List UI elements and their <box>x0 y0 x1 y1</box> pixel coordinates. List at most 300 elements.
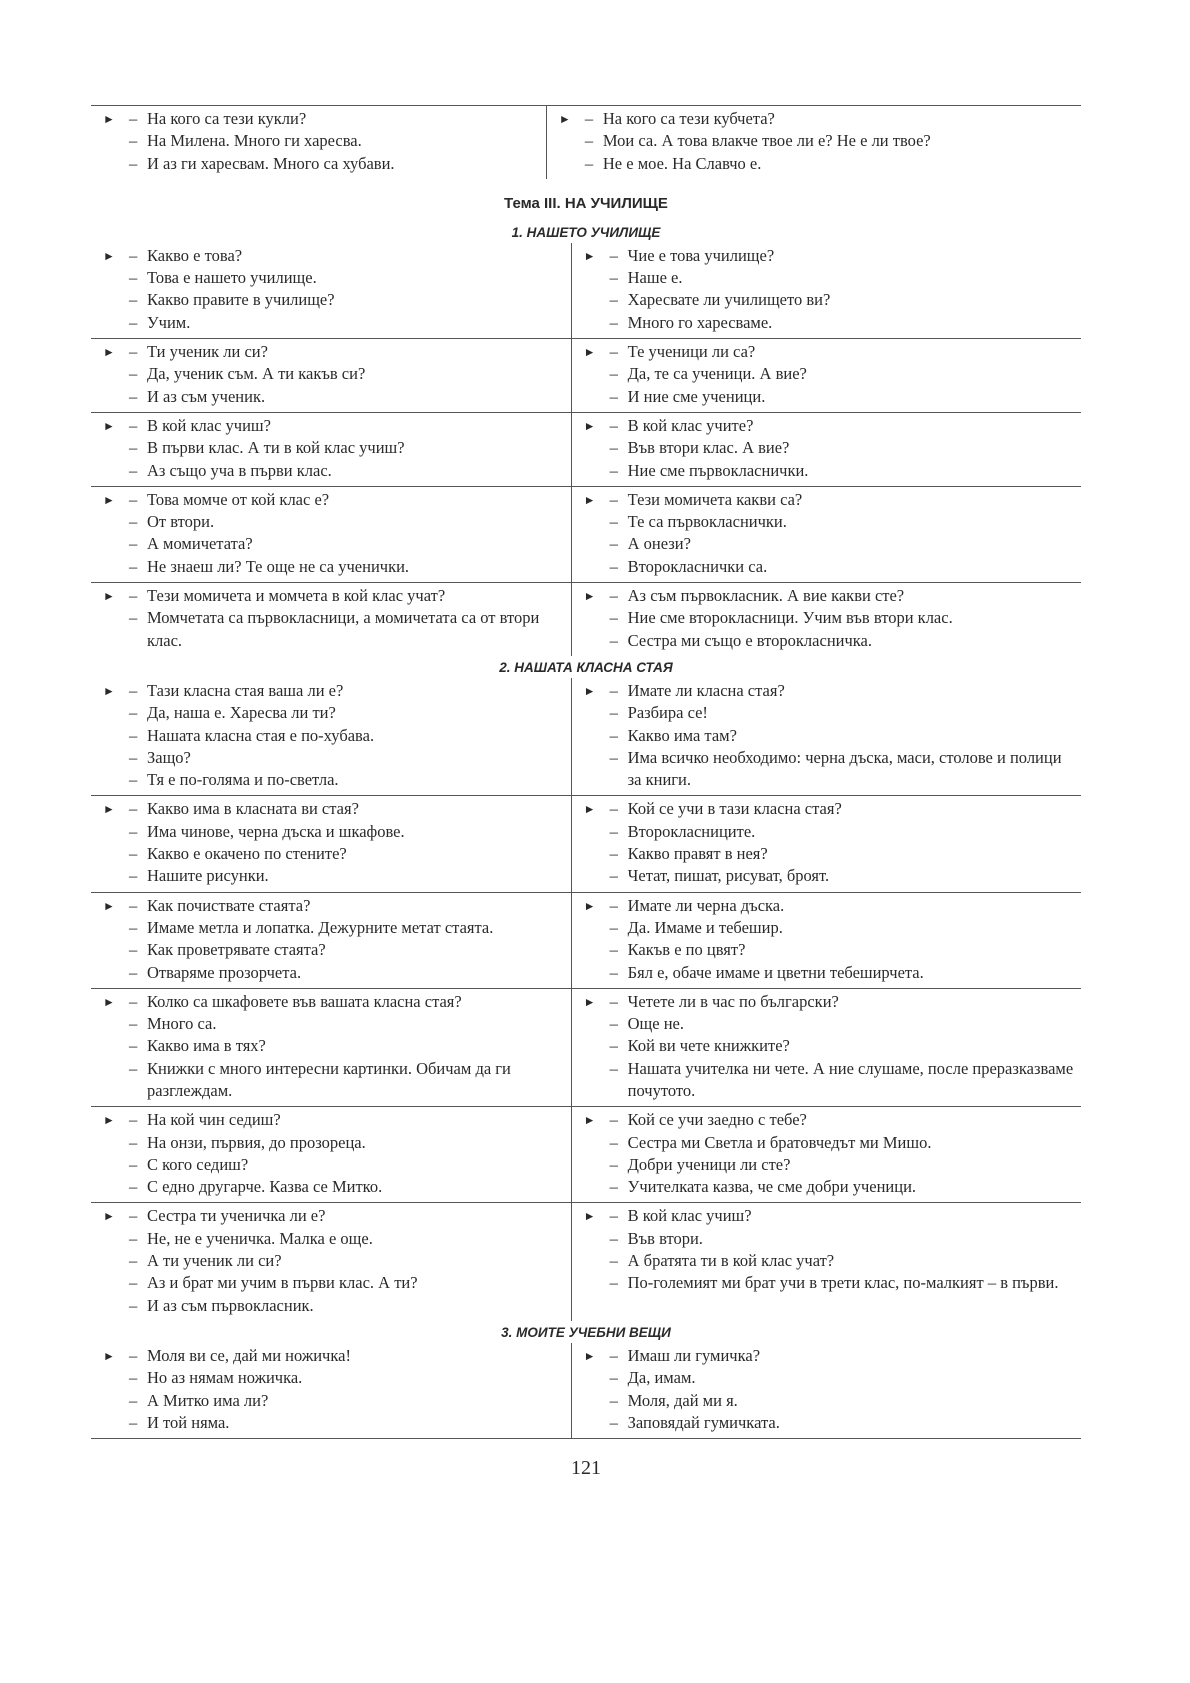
dialogue-text: Сестра ми Светла и братовчедът ми Мишо. <box>627 1132 932 1152</box>
dialogue-line <box>584 245 1077 267</box>
sections <box>91 225 1081 1439</box>
play-marker-icon: ► <box>583 418 596 433</box>
dialogue-text: Четат, пишат, рисуват, броят. <box>627 866 830 886</box>
dialogue-line <box>584 821 1077 843</box>
play-marker-icon: ► <box>103 345 115 360</box>
dash-mark: – <box>129 1132 138 1152</box>
dash-mark: – <box>129 680 138 700</box>
dash-mark: – <box>129 770 138 790</box>
dialogue-text: Не е мое. На Славчо е. <box>602 153 762 173</box>
dash-mark: – <box>609 1390 618 1410</box>
right-dialogue <box>571 988 1081 1106</box>
dialogue-text: И той няма. <box>147 1412 230 1432</box>
dialogue-row <box>91 106 1081 179</box>
dialogue-line <box>103 415 567 437</box>
dialogue-line <box>103 1154 567 1176</box>
dash-mark: – <box>609 245 618 265</box>
dash-mark: – <box>609 895 618 915</box>
dialogue-line <box>103 607 567 652</box>
dialogue-text: По-големият ми брат учи в трети клас, по-малкият – в първи. <box>627 1273 1059 1293</box>
left-dialogue <box>91 796 571 892</box>
dash-mark: – <box>129 703 138 723</box>
dialogue-text: Имате ли черна дъска. <box>627 895 785 915</box>
dash-mark: – <box>609 725 618 745</box>
dialogue-text: Второкласниците. <box>627 821 756 841</box>
dialogue-line <box>584 363 1077 385</box>
dialogue-line <box>584 1390 1077 1412</box>
dash-mark: – <box>609 1177 618 1197</box>
dialogue-text: На кого са тези кубчета? <box>602 109 775 128</box>
left-dialogue <box>91 243 571 339</box>
dash-mark: – <box>609 460 618 480</box>
dialogue-line <box>584 1013 1077 1035</box>
dash-mark: – <box>609 866 618 886</box>
left-dialogue <box>91 106 546 179</box>
dialogue-text: Тази класна стая ваша ли е? <box>147 680 344 700</box>
dialogue-line <box>103 1205 567 1227</box>
right-dialogue <box>571 892 1081 988</box>
right-dialogue <box>571 1343 1081 1439</box>
dialogue-line <box>103 511 567 533</box>
right-dialogue <box>571 339 1081 413</box>
dialogue-text: Момчетата са първокласници, а момичетата са от втори клас. <box>147 608 540 650</box>
dialogue-line <box>584 1109 1077 1131</box>
dialogue-line <box>584 1345 1077 1367</box>
play-marker-icon: ► <box>558 112 571 126</box>
dash-mark: – <box>129 438 138 458</box>
dash-mark: – <box>609 290 618 310</box>
dialogue-text: Кой се учи в тази класна стая? <box>627 799 842 819</box>
dialogue-text: Чие е това училище? <box>627 245 775 265</box>
dialogue-row <box>91 796 1081 892</box>
dialogue-text: Отваряме прозорчета. <box>147 962 302 982</box>
dialogue-text: Разбира се! <box>627 703 708 723</box>
play-marker-icon: ► <box>583 345 596 360</box>
dialogue-text: Тези момичета и момчета в кой клас учат? <box>147 586 446 606</box>
dialogue-text: Нашата учителка ни чете. А ние слушаме, после преразказваме почутото. <box>627 1058 1074 1100</box>
dash-mark: – <box>584 131 594 151</box>
left-dialogue <box>91 1203 571 1321</box>
dash-mark: – <box>129 1206 138 1226</box>
dialogue-line <box>584 607 1077 629</box>
dash-mark: – <box>609 821 618 841</box>
dialogue-line <box>103 917 567 939</box>
dialogue-text: Не, не е ученичка. Малка е още. <box>147 1228 373 1248</box>
dialogue-row <box>91 988 1081 1106</box>
dialogue-row <box>91 1107 1081 1203</box>
right-dialogue <box>571 678 1081 796</box>
dash-mark: – <box>129 290 138 310</box>
dash-mark: – <box>609 680 618 700</box>
dash-mark: – <box>129 245 138 265</box>
dash-mark: – <box>129 512 138 532</box>
dash-mark: – <box>129 962 138 982</box>
dialogue-line <box>584 415 1077 437</box>
dialogue-text: Какво е окачено по стените? <box>147 844 347 864</box>
dialogue-line <box>584 556 1077 578</box>
dialogue-line <box>584 489 1077 511</box>
dialogue-row <box>91 1203 1081 1321</box>
dash-mark: – <box>609 312 618 332</box>
dash-mark: – <box>609 630 618 650</box>
dialogue-text: Нашата класна стая е по-хубава. <box>147 725 375 745</box>
dialogue-line <box>584 1228 1077 1250</box>
dash-mark: – <box>609 1368 618 1388</box>
dialogue-text: Ти ученик ли си? <box>147 342 268 362</box>
dialogue-text: Какъв е по цвят? <box>627 940 746 960</box>
dialogue-text: Колко са шкафовете във вашата класна стая? <box>147 991 462 1011</box>
right-dialogue <box>571 583 1081 656</box>
dialogue-text: Нашите рисунки. <box>147 866 269 886</box>
dialogue-text: Какво е това? <box>147 245 243 265</box>
play-marker-icon: ► <box>103 802 115 817</box>
dialogue-text: А ти ученик ли си? <box>147 1251 282 1271</box>
dash-mark: – <box>129 725 138 745</box>
dialogue-line <box>103 1058 567 1103</box>
right-dialogue <box>571 796 1081 892</box>
play-marker-icon: ► <box>103 898 115 913</box>
dialogue-line <box>103 341 567 363</box>
dash-mark: – <box>609 1154 618 1174</box>
dialogue-line <box>559 130 1077 152</box>
dialogue-text: Ние сме първокласнички. <box>627 460 809 480</box>
intro-dialogue-table <box>91 106 1081 179</box>
dash-mark: – <box>129 1177 138 1197</box>
dialogue-line <box>584 962 1077 984</box>
dash-mark: – <box>609 1412 618 1432</box>
dash-mark: – <box>129 1345 138 1365</box>
dash-mark: – <box>129 153 138 173</box>
dash-mark: – <box>129 1368 138 1388</box>
left-dialogue <box>91 1107 571 1203</box>
dash-mark: – <box>609 1132 618 1152</box>
dialogue-text: А онези? <box>627 534 691 554</box>
dash-mark: – <box>609 844 618 864</box>
dash-mark: – <box>609 586 618 606</box>
dialogue-text: Как проветрявате стаята? <box>147 940 326 960</box>
dash-mark: – <box>129 895 138 915</box>
dash-mark: – <box>609 703 618 723</box>
dialogue-row <box>91 892 1081 988</box>
left-dialogue <box>91 583 571 656</box>
dialogue-text: Четете ли в час по български? <box>627 991 839 1011</box>
left-dialogue <box>91 892 571 988</box>
dialogue-text: Много са. <box>147 1014 217 1034</box>
dialogue-line <box>103 1367 567 1389</box>
dialogue-line <box>103 489 567 511</box>
dialogue-text: На кого са тези кукли? <box>147 109 307 128</box>
document-page <box>91 105 1081 1480</box>
dash-mark: – <box>609 386 618 406</box>
dash-mark: – <box>609 1058 618 1078</box>
dialogue-text: Бял е, обаче имаме и цветни тебеширчета. <box>627 962 924 982</box>
right-dialogue <box>571 1107 1081 1203</box>
dialogue-line <box>584 798 1077 820</box>
dash-mark: – <box>129 1295 138 1315</box>
dialogue-line <box>584 991 1077 1013</box>
play-marker-icon: ► <box>583 1209 596 1224</box>
dash-mark: – <box>609 940 618 960</box>
dialogue-text: Кой се учи заедно с тебе? <box>627 1110 807 1130</box>
play-marker-icon: ► <box>583 683 596 698</box>
section-dialogue-table <box>91 243 1081 656</box>
dialogue-text: И аз съм първокласник. <box>147 1295 314 1315</box>
dialogue-line <box>584 895 1077 917</box>
dialogue-text: Тя е по-голяма и по-светла. <box>147 770 339 790</box>
dialogue-line <box>584 585 1077 607</box>
dash-mark: – <box>609 1228 618 1248</box>
dialogue-line <box>103 680 567 702</box>
dash-mark: – <box>129 747 138 767</box>
dash-mark: – <box>609 512 618 532</box>
dialogue-line <box>584 386 1077 408</box>
dash-mark: – <box>129 844 138 864</box>
dialogue-text: Какво правят в нея? <box>627 844 768 864</box>
dialogue-text: В кой клас учиш? <box>147 415 271 435</box>
dash-mark: – <box>129 586 138 606</box>
dialogue-line <box>584 917 1077 939</box>
dialogue-text: Това е нашето училище. <box>147 268 317 288</box>
dialogue-text: Да, имам. <box>627 1368 696 1388</box>
dialogue-line <box>103 939 567 961</box>
dialogue-text: Има всичко необходимо: черна дъска, маси, столове и полици за книги. <box>627 747 1062 790</box>
dialogue-line <box>103 386 567 408</box>
dialogue-line <box>103 363 567 385</box>
dialogue-text: Сестра ти ученичка ли е? <box>147 1206 326 1226</box>
dash-mark: – <box>609 1345 618 1365</box>
dialogue-line <box>103 1345 567 1367</box>
dash-mark: – <box>129 1036 138 1056</box>
dialogue-line <box>584 725 1077 747</box>
dash-mark: – <box>129 460 138 480</box>
dialogue-text: Да, наша е. Харесва ли ти? <box>147 703 336 723</box>
dash-mark: – <box>609 556 618 576</box>
dialogue-line <box>103 1250 567 1272</box>
dialogue-line <box>103 1176 567 1198</box>
dialogue-line <box>103 1013 567 1035</box>
dash-mark: – <box>129 489 138 509</box>
dialogue-text: А Митко има ли? <box>147 1390 269 1410</box>
dialogue-line <box>559 153 1077 175</box>
dialogue-line <box>584 702 1077 724</box>
dialogue-text: Добри ученици ли сте? <box>627 1154 791 1174</box>
dialogue-text: Какво има там? <box>627 725 737 745</box>
dialogue-text: Как почиствате стаята? <box>147 895 311 915</box>
dialogue-text: И аз съм ученик. <box>147 386 266 406</box>
dialogue-text: От втори. <box>147 512 215 532</box>
dialogue-text: Харесвате ли училището ви? <box>627 290 831 310</box>
dialogue-line <box>103 312 567 334</box>
dialogue-line <box>103 865 567 887</box>
dialogue-line <box>103 108 542 130</box>
dialogue-text: Какво има в тях? <box>147 1036 266 1056</box>
dash-mark: – <box>609 1110 618 1130</box>
dialogue-text: С едно другарче. Казва се Митко. <box>147 1177 383 1197</box>
dash-mark: – <box>129 1251 138 1271</box>
dialogue-text: Ние сме второкласници. Учим във втори клас. <box>627 608 953 628</box>
dialogue-text: Книжки с много интересни картинки. Обичам да ги разглеждам. <box>147 1058 511 1100</box>
left-dialogue <box>91 486 571 582</box>
dialogue-text: Какво правите в училище? <box>147 290 335 310</box>
dialogue-line <box>584 1367 1077 1389</box>
dialogue-line <box>584 630 1077 652</box>
dialogue-line <box>584 437 1077 459</box>
left-dialogue <box>91 1343 571 1439</box>
dialogue-text: Тези момичета какви са? <box>627 489 803 509</box>
dash-mark: – <box>609 438 618 458</box>
right-dialogue <box>571 1203 1081 1321</box>
dialogue-line <box>584 680 1077 702</box>
dialogue-text: Имате ли класна стая? <box>627 680 785 700</box>
dash-mark: – <box>129 268 138 288</box>
dialogue-text: Имаш ли гумичка? <box>627 1345 761 1365</box>
dialogue-line <box>584 511 1077 533</box>
dash-mark: – <box>129 556 138 576</box>
dialogue-line <box>584 533 1077 555</box>
dash-mark: – <box>609 415 618 435</box>
dialogue-line <box>584 1035 1077 1057</box>
dialogue-line <box>584 1250 1077 1272</box>
dialogue-line <box>584 1205 1077 1227</box>
dash-mark: – <box>129 1273 138 1293</box>
dialogue-line <box>584 843 1077 865</box>
dialogue-text: Но аз нямам ножичка. <box>147 1368 303 1388</box>
dialogue-line <box>584 747 1077 792</box>
dialogue-text: Мои са. А това влакче твое ли е? Не е ли твое? <box>602 131 931 151</box>
play-marker-icon: ► <box>103 418 115 433</box>
dash-mark: – <box>609 1251 618 1271</box>
dash-mark: – <box>609 799 618 819</box>
dialogue-line <box>584 267 1077 289</box>
dash-mark: – <box>129 1412 138 1432</box>
dialogue-text: Във втори. <box>627 1228 703 1248</box>
dialogue-text: В кой клас учите? <box>627 415 754 435</box>
theme-title: Тема III. НА УЧИЛИЩЕ <box>504 194 668 212</box>
dialogue-line <box>103 1109 567 1131</box>
dialogue-line <box>103 747 567 769</box>
dialogue-text: В кой клас учиш? <box>627 1206 752 1226</box>
dash-mark: – <box>609 489 618 509</box>
dialogue-text: Защо? <box>147 747 191 767</box>
dash-mark: – <box>609 917 618 937</box>
dialogue-row <box>91 583 1081 656</box>
dash-mark: – <box>129 1228 138 1248</box>
dialogue-text: Имаме метла и лопатка. Дежурните метат стаята. <box>147 917 494 937</box>
dialogue-text: Не знаеш ли? Те още не са ученички. <box>147 556 410 576</box>
play-marker-icon: ► <box>103 1348 115 1363</box>
dialogue-text: Има чинове, черна дъска и шкафове. <box>147 821 405 841</box>
dialogue-line <box>584 341 1077 363</box>
dialogue-row <box>91 412 1081 486</box>
dash-mark: – <box>129 1058 138 1078</box>
dialogue-line <box>103 130 542 152</box>
left-dialogue <box>91 339 571 413</box>
right-dialogue <box>571 412 1081 486</box>
section-dialogue-table <box>91 678 1081 1321</box>
dialogue-text: На онзи, първия, до прозореца. <box>147 1132 366 1152</box>
dialogue-line <box>103 267 567 289</box>
dialogue-line <box>103 1228 567 1250</box>
dialogue-line <box>584 460 1077 482</box>
dialogue-line <box>103 585 567 607</box>
dash-mark: – <box>609 364 618 384</box>
right-dialogue <box>571 486 1081 582</box>
dialogue-row <box>91 243 1081 339</box>
dialogue-line <box>103 962 567 984</box>
dialogue-line <box>584 1272 1077 1294</box>
dialogue-text: Аз и брат ми учим в първи клас. А ти? <box>147 1273 418 1293</box>
dash-mark: – <box>129 342 138 362</box>
dash-mark: – <box>129 364 138 384</box>
dialogue-line <box>103 1035 567 1057</box>
dialogue-row <box>91 339 1081 413</box>
dash-mark: – <box>609 1273 618 1293</box>
dialogue-line <box>103 556 567 578</box>
dialogue-line <box>584 1412 1077 1434</box>
dash-mark: – <box>609 991 618 1011</box>
dash-mark: – <box>129 608 138 628</box>
play-marker-icon: ► <box>583 1348 596 1363</box>
dash-mark: – <box>609 1014 618 1034</box>
dialogue-text: Те ученици ли са? <box>627 342 756 362</box>
dialogue-line <box>584 939 1077 961</box>
dialogue-text: Заповядай гумичката. <box>627 1412 780 1432</box>
dialogue-text: На кой чин седиш? <box>147 1110 281 1130</box>
dialogue-text: Учителката казва, че сме добри ученици. <box>627 1177 917 1197</box>
dialogue-row <box>91 486 1081 582</box>
dialogue-line <box>584 1058 1077 1103</box>
page-number: 121 <box>571 1457 601 1480</box>
play-marker-icon: ► <box>103 994 115 1009</box>
dash-mark: – <box>129 917 138 937</box>
play-marker-icon: ► <box>103 248 115 263</box>
dialogue-line <box>103 245 567 267</box>
section-title: 3. МОИТЕ УЧЕБНИ ВЕЩИ <box>501 1324 671 1340</box>
dialogue-text: На Милена. Много ги харесва. <box>147 131 362 151</box>
dash-mark: – <box>129 940 138 960</box>
section-title: 2. НАШАТА КЛАСНА СТАЯ <box>499 659 673 675</box>
dialogue-line <box>584 865 1077 887</box>
dialogue-text: С кого седиш? <box>147 1154 249 1174</box>
dialogue-line <box>103 895 567 917</box>
play-marker-icon: ► <box>583 994 596 1009</box>
dialogue-line <box>103 843 567 865</box>
dialogue-text: Да, те са ученици. А вие? <box>627 364 807 384</box>
play-marker-icon: ► <box>103 1209 115 1224</box>
dash-mark: – <box>129 415 138 435</box>
dialogue-text: Това момче от кой клас е? <box>147 489 330 509</box>
left-dialogue <box>91 988 571 1106</box>
dialogue-text: Аз съм първокласник. А вие какви сте? <box>627 586 905 606</box>
dialogue-line <box>103 153 542 175</box>
dialogue-text: Моля, дай ми я. <box>627 1390 738 1410</box>
play-marker-icon: ► <box>103 492 115 507</box>
dialogue-text: Наше е. <box>627 268 683 288</box>
dialogue-text: А братята ти в кой клас учат? <box>627 1251 835 1271</box>
dialogue-text: Те са първокласнички. <box>627 512 787 532</box>
dialogue-text: Още не. <box>627 1014 684 1034</box>
dialogue-line <box>103 1390 567 1412</box>
dash-mark: – <box>609 747 618 767</box>
dialogue-line <box>103 460 567 482</box>
dialogue-text: Кой ви чете книжките? <box>627 1036 790 1056</box>
dash-mark: – <box>609 268 618 288</box>
dash-mark: – <box>129 821 138 841</box>
dialogue-text: И аз ги харесвам. Много са хубави. <box>147 153 395 173</box>
dialogue-text: Моля ви се, дай ми ножичка! <box>147 1345 351 1365</box>
dialogue-line <box>103 991 567 1013</box>
dialogue-text: Второкласнички са. <box>627 556 768 576</box>
